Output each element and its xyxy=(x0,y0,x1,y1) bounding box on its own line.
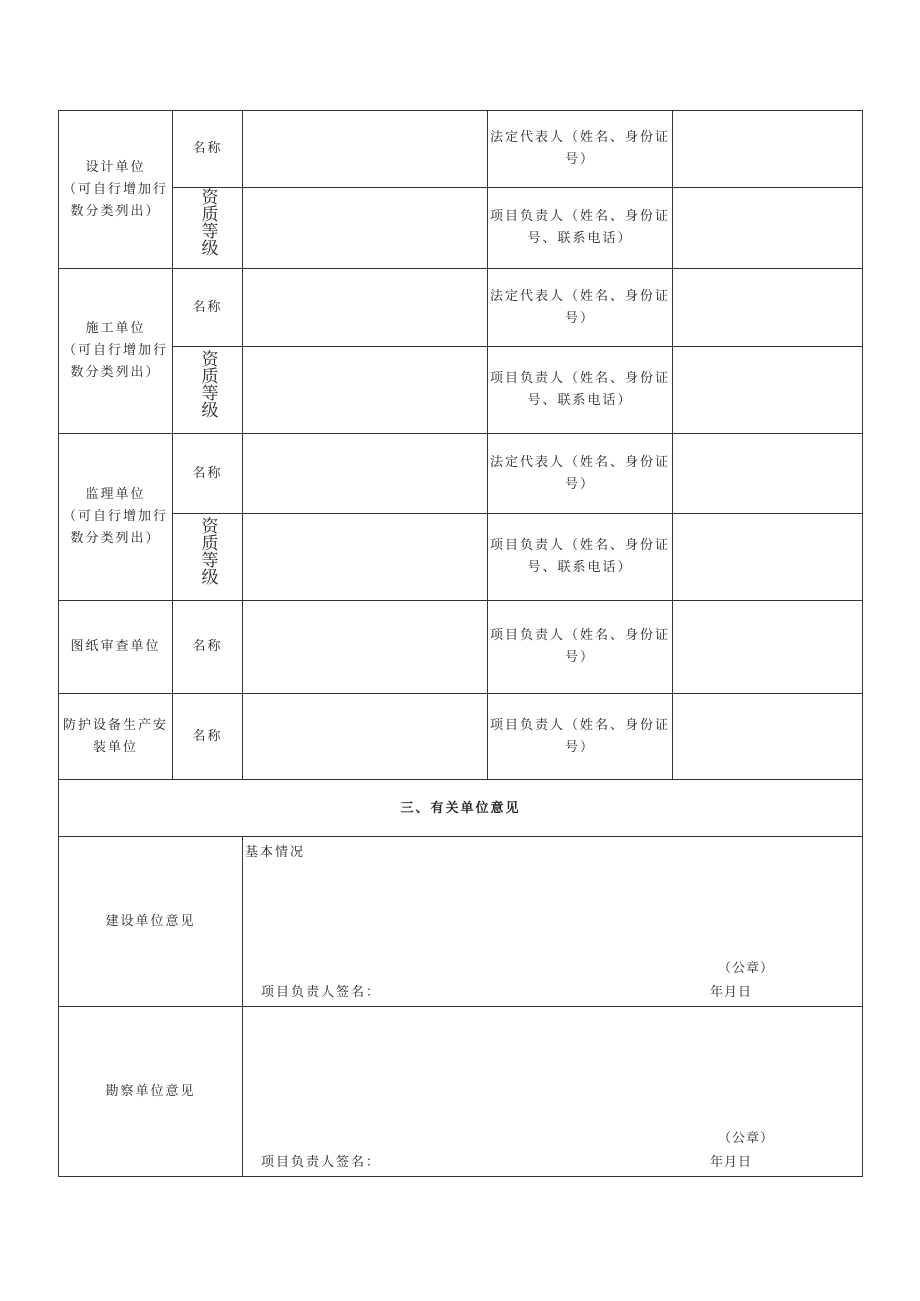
design-unit-note: （可自行增加行数分类列出） xyxy=(62,181,168,219)
survey-opinion-seal: （公章） xyxy=(717,1130,774,1146)
construction-unit-qual-label-cell xyxy=(173,347,243,434)
supervision-unit-legal-rep-field[interactable] xyxy=(673,434,863,514)
owner-opinion-basic-info: 基本情况 xyxy=(245,844,306,860)
construction-unit-note: （可自行增加行数分类列出） xyxy=(62,343,168,380)
owner-opinion-sign: 项目负责人签名： xyxy=(261,984,382,1000)
supervision-unit-row-name xyxy=(59,434,863,514)
design-unit-qual-label: 资质等级 xyxy=(197,188,218,256)
construction-unit-qual-field[interactable] xyxy=(243,347,488,434)
review-unit-manager-field[interactable] xyxy=(673,601,863,694)
owner-opinion-row xyxy=(59,837,863,1007)
design-unit-label-cell xyxy=(59,111,173,269)
construction-unit-row-name xyxy=(59,269,863,347)
install-unit-row xyxy=(59,694,863,780)
review-unit-name-label: 名称 xyxy=(173,601,243,694)
construction-unit-row-qual xyxy=(59,347,863,434)
survey-opinion-box[interactable] xyxy=(243,1007,863,1177)
design-unit-manager-label: 项目负责人（姓名、身份证号、联系电话） xyxy=(488,188,673,269)
design-unit-qual-field[interactable] xyxy=(243,188,488,269)
supervision-unit-label-cell xyxy=(59,434,173,601)
construction-unit-legal-rep-field[interactable] xyxy=(673,269,863,347)
supervision-unit-title: 监理单位 xyxy=(85,487,146,502)
construction-unit-name-field[interactable] xyxy=(243,269,488,347)
design-unit-manager-field[interactable] xyxy=(673,188,863,269)
supervision-unit-legal-rep-label: 法定代表人（姓名、身份证号） xyxy=(488,434,673,514)
supervision-unit-manager-field[interactable] xyxy=(673,514,863,601)
construction-unit-qual-label: 资质等级 xyxy=(197,350,218,418)
design-unit-legal-rep-label: 法定代表人（姓名、身份证号） xyxy=(488,111,673,188)
construction-unit-label-cell xyxy=(59,269,173,434)
design-unit-qual-label-cell xyxy=(173,188,243,269)
supervision-unit-qual-field[interactable] xyxy=(243,514,488,601)
install-unit-manager-label: 项目负责人（姓名、身份证号） xyxy=(488,694,673,780)
survey-opinion-date: 年月日 xyxy=(709,1154,752,1170)
survey-opinion-sign: 项目负责人签名： xyxy=(261,1154,382,1170)
design-unit-name-field[interactable] xyxy=(243,111,488,188)
project-units-form xyxy=(58,110,863,1177)
review-unit-manager-label: 项目负责人（姓名、身份证号） xyxy=(488,601,673,694)
construction-unit-manager-label: 项目负责人（姓名、身份证号、联系电话） xyxy=(488,347,673,434)
review-unit-name-field[interactable] xyxy=(243,601,488,694)
supervision-unit-manager-label: 项目负责人（姓名、身份证号、联系电话） xyxy=(488,514,673,601)
construction-unit-legal-rep-label: 法定代表人（姓名、身份证号） xyxy=(488,269,673,347)
section-title: 三、有关单位意见 xyxy=(59,780,863,837)
design-unit-title: 设计单位 xyxy=(85,159,146,175)
install-unit-manager-field[interactable] xyxy=(673,694,863,780)
supervision-unit-note: （可自行增加行数分类列出） xyxy=(62,509,168,546)
install-unit-title: 防护设备生产安装单位 xyxy=(59,694,173,780)
install-unit-name-label: 名称 xyxy=(173,694,243,780)
design-unit-row-name xyxy=(59,111,863,188)
supervision-unit-qual-label: 资质等级 xyxy=(197,517,218,585)
owner-opinion-box[interactable] xyxy=(243,837,863,1007)
review-unit-title: 图纸审查单位 xyxy=(59,601,173,694)
survey-opinion-row xyxy=(59,1007,863,1177)
construction-unit-name-label: 名称 xyxy=(173,269,243,347)
supervision-unit-name-label: 名称 xyxy=(173,434,243,514)
owner-opinion-date: 年月日 xyxy=(709,984,752,1000)
construction-unit-title: 施工单位 xyxy=(85,321,146,336)
supervision-unit-qual-label-cell xyxy=(173,514,243,601)
construction-unit-manager-field[interactable] xyxy=(673,347,863,434)
survey-opinion-label: 勘察单位意见 xyxy=(59,1007,243,1177)
install-unit-name-field[interactable] xyxy=(243,694,488,780)
design-unit-legal-rep-field[interactable] xyxy=(673,111,863,188)
review-unit-row xyxy=(59,601,863,694)
supervision-unit-row-qual xyxy=(59,514,863,601)
design-unit-name-label: 名称 xyxy=(173,111,243,188)
owner-opinion-seal: （公章） xyxy=(717,960,774,976)
design-unit-row-qual xyxy=(59,188,863,269)
supervision-unit-name-field[interactable] xyxy=(243,434,488,514)
owner-opinion-label: 建设单位意见 xyxy=(59,837,243,1007)
section-title-row xyxy=(59,780,863,837)
